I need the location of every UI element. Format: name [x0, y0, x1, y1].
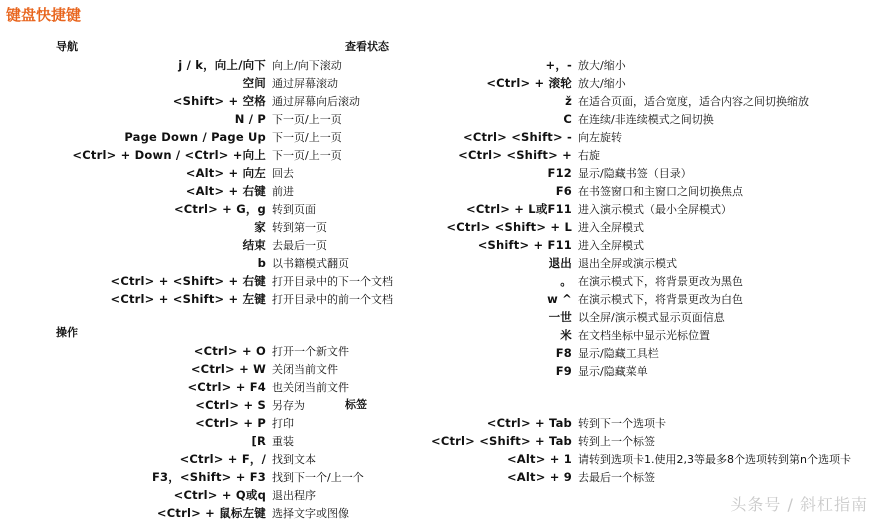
shortcut-description: 关闭当前文件 [272, 363, 338, 376]
shortcut-description: 在演示模式下，将背景更改为黑色 [578, 275, 743, 288]
shortcut-row [0, 290, 420, 308]
shortcut-description: 进入全屏模式 [578, 221, 644, 234]
shortcut-key: Page Down / Page Up [124, 130, 266, 144]
shortcut-key: F3，<Shift> + F3 [151, 470, 266, 484]
shortcut-description: 转到上一个标签 [578, 435, 655, 448]
shortcut-description: 在适合页面，适合宽度，适合内容之间切换缩放 [578, 95, 809, 108]
left-column [0, 38, 420, 522]
shortcut-key: <Ctrl> + F，/ [179, 452, 266, 466]
shortcut-row [0, 378, 420, 396]
shortcut-description: 下一页/上一页 [272, 113, 342, 126]
shortcut-row [0, 74, 420, 92]
shortcut-description: 请转到选项卡1.使用2,3等最多8个选项转到第n个选项卡 [578, 453, 851, 466]
shortcut-key: 。 [560, 274, 572, 288]
shortcut-description: 找到文本 [272, 453, 316, 466]
shortcut-row [428, 182, 882, 200]
shortcut-description: 向上/向下滚动 [272, 59, 342, 72]
shortcut-key: 退出 [548, 256, 572, 270]
shortcut-key: <Ctrl> + S [195, 398, 266, 412]
shortcut-row [0, 360, 420, 378]
shortcut-row [428, 362, 882, 380]
shortcut-description: 另存为 [272, 399, 305, 412]
shortcut-row [0, 486, 420, 504]
shortcut-key: b [257, 256, 266, 270]
shortcut-key: 一世 [548, 310, 572, 324]
shortcut-description: 在文档坐标中显示光标位置 [578, 329, 710, 342]
shortcut-row [428, 164, 882, 182]
shortcut-row [428, 254, 882, 272]
shortcut-key: <Ctrl> + W [190, 362, 266, 376]
shortcut-row [428, 74, 882, 92]
shortcut-description: 找到下一个/上一个 [272, 471, 364, 484]
shortcut-key: <Ctrl> + Q或q [173, 488, 266, 502]
shortcut-row [0, 92, 420, 110]
shortcut-row [428, 146, 882, 164]
shortcut-row [428, 432, 882, 450]
shortcut-description: 转到页面 [272, 203, 316, 216]
shortcut-description: 下一页/上一页 [272, 149, 342, 162]
shortcut-key: C [563, 112, 572, 126]
shortcut-key: F6 [555, 184, 572, 198]
shortcut-key: <Alt> + 向左 [185, 166, 266, 180]
shortcut-key: j / k，向上/向下 [178, 58, 266, 72]
shortcut-key: <Ctrl> + 鼠标左键 [156, 506, 266, 520]
shortcut-row [0, 414, 420, 432]
shortcut-description: 放大/缩小 [578, 59, 626, 72]
shortcut-row [428, 236, 882, 254]
shortcut-key: +，- [545, 58, 572, 72]
navigation-shortcut-list [0, 56, 420, 308]
shortcut-key: [R [251, 434, 266, 448]
shortcut-row [0, 146, 420, 164]
shortcut-row [428, 326, 882, 344]
shortcut-row [0, 342, 420, 360]
watermark: 头条号 / 斜杠指南 [730, 495, 868, 514]
shortcut-row [428, 110, 882, 128]
shortcut-row [428, 344, 882, 362]
shortcut-description: 在演示模式下，将背景更改为白色 [578, 293, 743, 306]
shortcut-row [428, 450, 882, 468]
shortcut-row [428, 468, 882, 486]
shortcut-key: <Ctrl> <Shift> + Tab [430, 434, 572, 448]
shortcut-description: 重装 [272, 435, 294, 448]
shortcut-row [0, 128, 420, 146]
shortcut-key: F8 [555, 346, 572, 360]
right-column [345, 38, 882, 486]
shortcut-key: <Shift> + F11 [477, 238, 572, 252]
shortcut-description: 右旋 [578, 149, 600, 162]
shortcut-description: 打开目录中的前一个文档 [272, 293, 393, 306]
section-heading-view-state: 查看状态 [345, 40, 389, 53]
shortcut-key: <Ctrl> + F4 [187, 380, 266, 394]
shortcut-row [0, 254, 420, 272]
shortcut-row [0, 200, 420, 218]
shortcut-row [428, 272, 882, 290]
shortcut-key: <Ctrl> + <Shift> + 左键 [110, 292, 266, 306]
shortcut-key: <Ctrl> + O [193, 344, 266, 358]
operations-shortcut-list [0, 342, 420, 522]
shortcut-description: 打印 [272, 417, 294, 430]
shortcut-row [428, 308, 882, 326]
shortcut-description: 也关闭当前文件 [272, 381, 349, 394]
shortcut-key: <Alt> + 右键 [185, 184, 266, 198]
shortcut-description: 显示/隐藏菜单 [578, 365, 648, 378]
shortcut-key: <Alt> + 1 [506, 452, 572, 466]
shortcut-key: 家 [254, 220, 266, 234]
shortcut-row [0, 236, 420, 254]
shortcut-description: 进入演示模式（最小全屏模式） [578, 203, 732, 216]
shortcut-key: <Ctrl> <Shift> + [458, 148, 572, 162]
shortcut-row [428, 218, 882, 236]
shortcut-row [428, 200, 882, 218]
shortcut-row [0, 468, 420, 486]
view-state-shortcut-list [428, 56, 882, 380]
shortcut-key: <Ctrl> + L或F11 [466, 202, 572, 216]
section-heading-operations: 操作 [56, 326, 78, 339]
shortcut-description: 放大/缩小 [578, 77, 626, 90]
shortcut-row [0, 432, 420, 450]
shortcut-description: 通过屏幕滚动 [272, 77, 338, 90]
shortcut-description: 以书籍模式翻页 [272, 257, 349, 270]
shortcut-description: 显示/隐藏工具栏 [578, 347, 659, 360]
tabs-shortcut-list [428, 414, 882, 486]
shortcut-row [428, 128, 882, 146]
shortcut-key: ž [565, 94, 572, 108]
shortcut-description: 转到下一个选项卡 [578, 417, 666, 430]
shortcut-row [0, 272, 420, 290]
shortcut-row [428, 56, 882, 74]
shortcut-description: 去最后一页 [272, 239, 327, 252]
shortcut-description: 退出程序 [272, 489, 316, 502]
shortcut-key: <Ctrl> + P [195, 416, 266, 430]
shortcut-description: 转到第一页 [272, 221, 327, 234]
shortcut-key: <Ctrl> <Shift> - [463, 130, 572, 144]
shortcut-key: F9 [555, 364, 572, 378]
page-title: 键盘快捷键 [6, 6, 82, 24]
shortcut-row [0, 164, 420, 182]
section-heading-tabs: 标签 [345, 398, 367, 411]
shortcut-description: 下一页/上一页 [272, 131, 342, 144]
shortcut-key: N / P [234, 112, 266, 126]
shortcut-row [0, 182, 420, 200]
shortcut-description: 退出全屏或演示模式 [578, 257, 677, 270]
shortcut-row [0, 450, 420, 468]
shortcut-key: <Ctrl> + Down / <Ctrl> +向上 [72, 148, 266, 162]
shortcut-key: w ^ [547, 292, 572, 306]
shortcut-key: <Ctrl> + G，g [173, 202, 266, 216]
shortcut-description: 前进 [272, 185, 294, 198]
shortcut-description: 回去 [272, 167, 294, 180]
shortcut-description: 显示/隐藏书签（目录） [578, 167, 692, 180]
shortcut-description: 去最后一个标签 [578, 471, 655, 484]
shortcut-key: <Alt> + 9 [506, 470, 572, 484]
shortcut-key: <Shift> + 空格 [172, 94, 266, 108]
shortcut-key: 米 [560, 328, 572, 342]
shortcut-key: <Ctrl> + Tab [486, 416, 572, 430]
shortcut-key: 空间 [242, 76, 266, 90]
shortcut-key: <Ctrl> <Shift> + L [446, 220, 572, 234]
shortcut-row [428, 414, 882, 432]
shortcut-key: F12 [547, 166, 572, 180]
section-heading-navigation: 导航 [56, 40, 78, 53]
shortcut-row [0, 110, 420, 128]
shortcut-row [428, 290, 882, 308]
shortcut-row [428, 92, 882, 110]
shortcut-description: 以全屏/演示模式显示页面信息 [578, 311, 725, 324]
shortcut-description: 向左旋转 [578, 131, 622, 144]
shortcut-description: 通过屏幕向后滚动 [272, 95, 360, 108]
shortcut-key: 结束 [242, 238, 266, 252]
shortcut-description: 打开一个新文件 [272, 345, 349, 358]
shortcut-description: 在书签窗口和主窗口之间切换焦点 [578, 185, 743, 198]
shortcut-description: 进入全屏模式 [578, 239, 644, 252]
shortcut-row [0, 218, 420, 236]
shortcut-key: <Ctrl> + <Shift> + 右键 [110, 274, 266, 288]
shortcut-description: 打开目录中的下一个文档 [272, 275, 393, 288]
shortcut-description: 选择文字或图像 [272, 507, 349, 520]
shortcut-key: <Ctrl> + 滚轮 [486, 76, 572, 90]
shortcut-description: 在连续/非连续模式之间切换 [578, 113, 714, 126]
shortcut-row [0, 504, 420, 522]
shortcut-row [0, 56, 420, 74]
